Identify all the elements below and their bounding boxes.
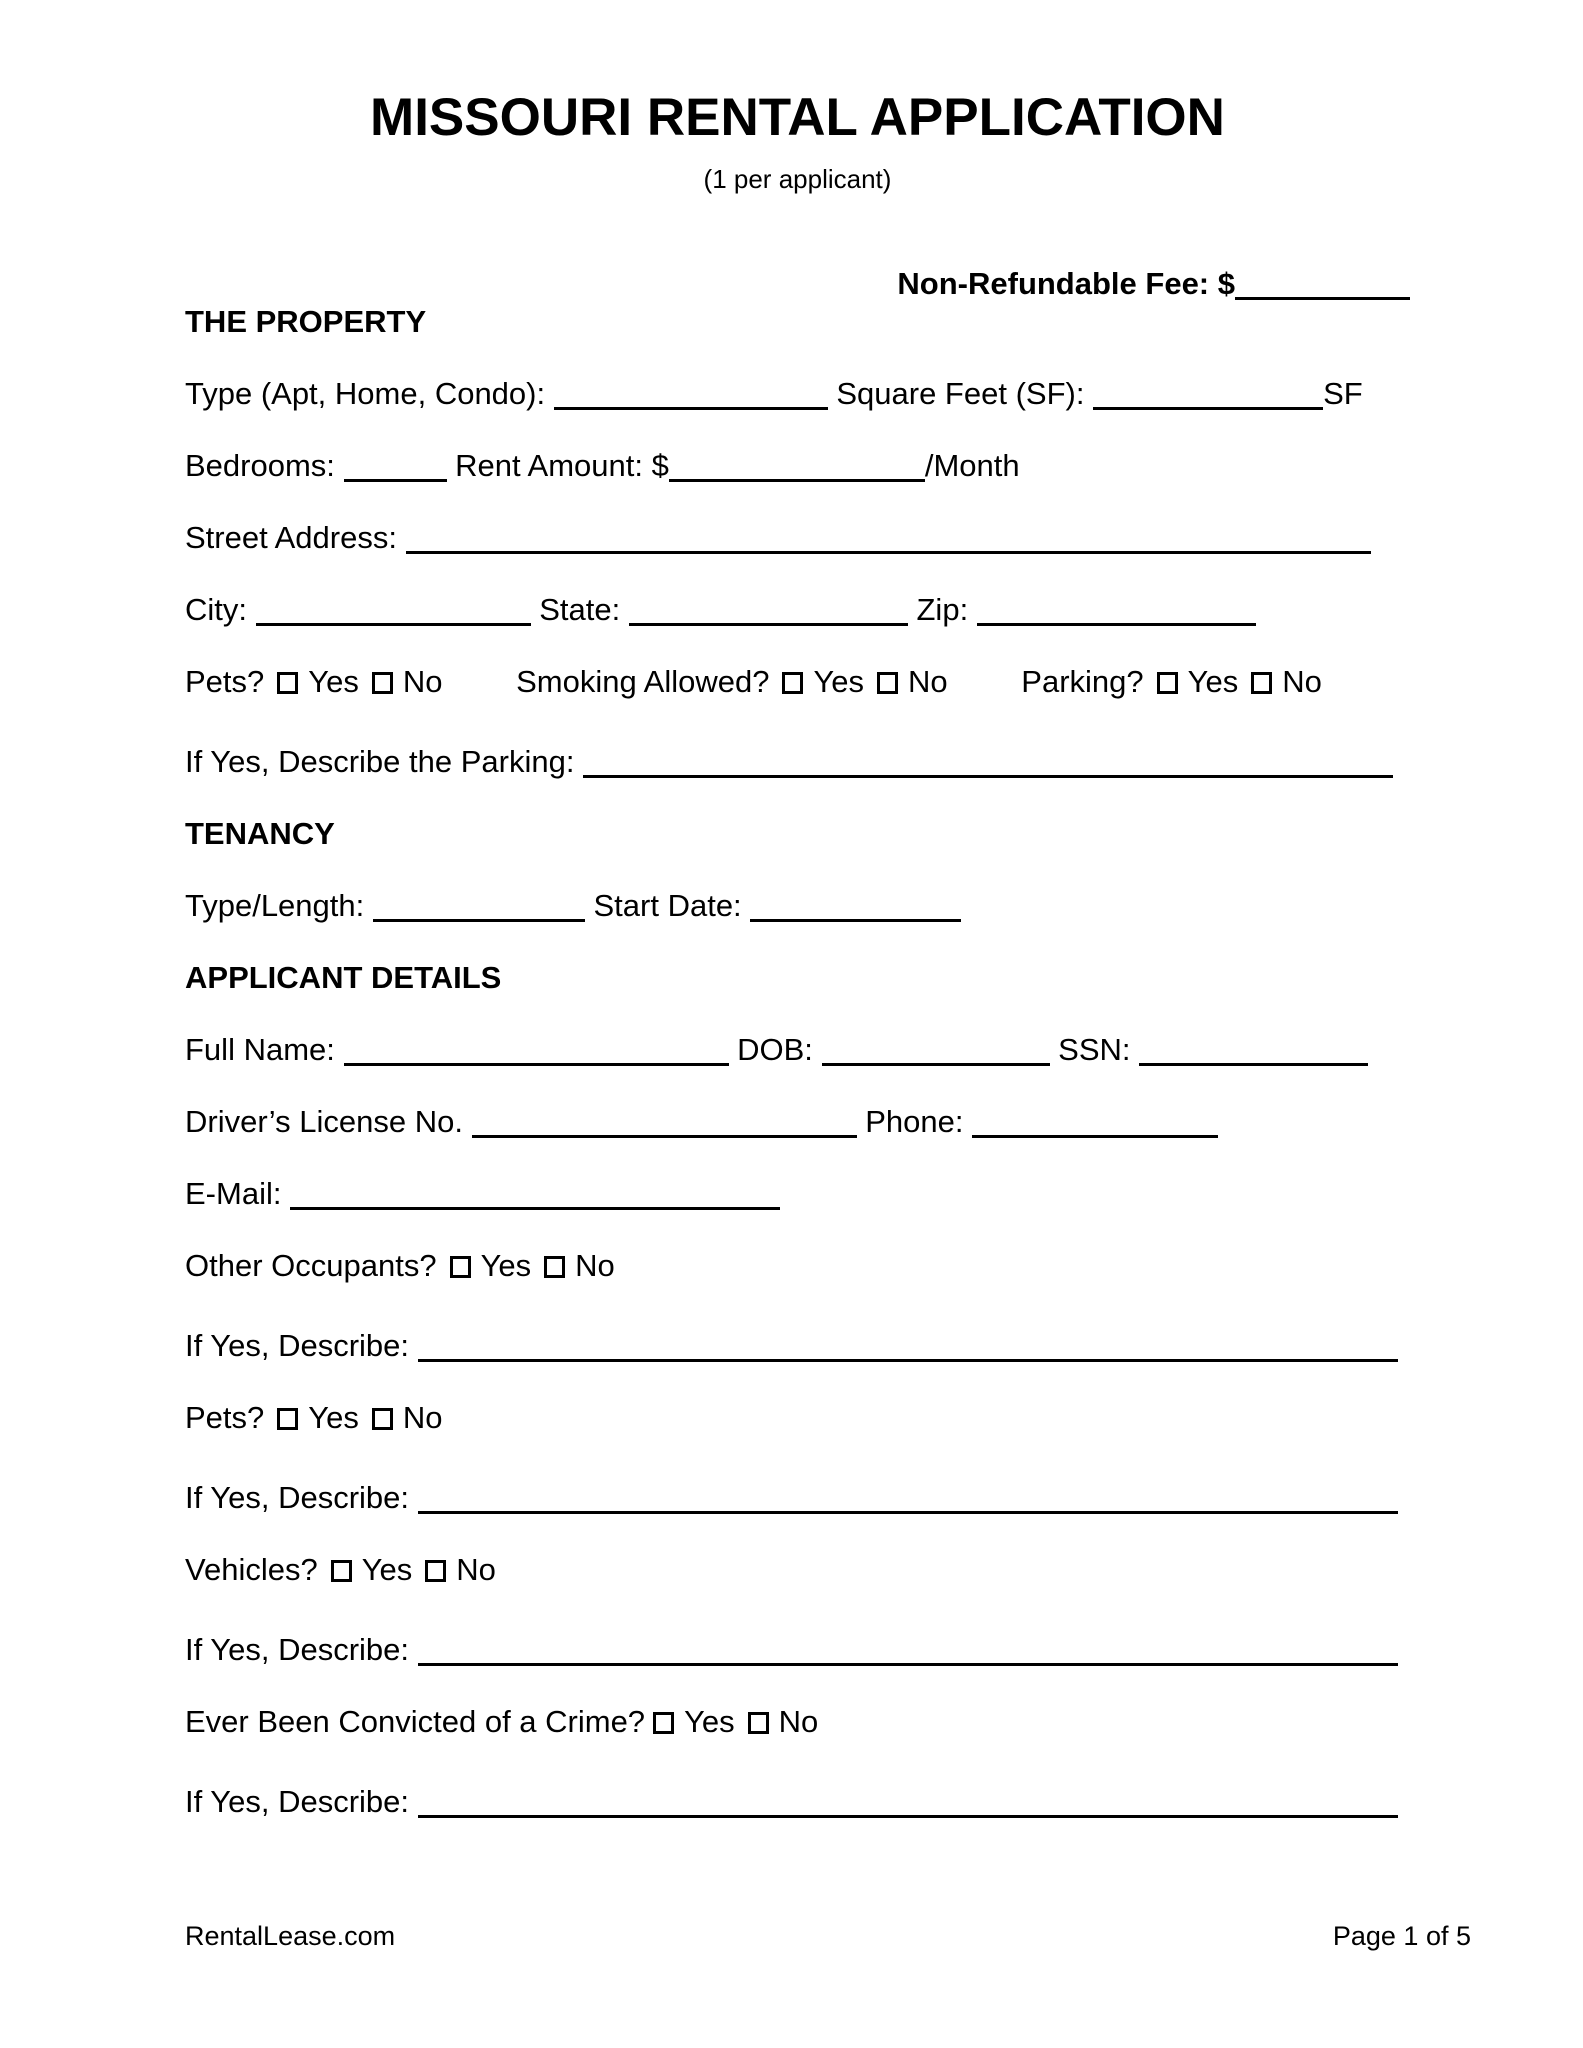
vehicles-describe-label: If Yes, Describe:	[185, 1632, 410, 1667]
occupants-no-label: No	[575, 1248, 615, 1283]
name-dob-ssn-row	[185, 1031, 1410, 1069]
section-heading-property: THE PROPERTY	[185, 304, 427, 339]
sqft-label: Square Feet (SF):	[836, 376, 1085, 411]
applicant-pets-yes-label: Yes	[308, 1400, 359, 1435]
pets-smoking-parking-row	[185, 663, 1410, 701]
occupants-yes-checkbox[interactable]	[450, 1256, 471, 1278]
zip-field[interactable]	[977, 614, 1256, 626]
vehicles-row	[185, 1551, 1410, 1589]
zip-label: Zip:	[916, 592, 969, 627]
crime-no-label: No	[778, 1704, 819, 1739]
pets-no-checkbox[interactable]	[372, 672, 393, 694]
bedrooms-field[interactable]	[344, 470, 447, 482]
tenancy-row	[185, 887, 1410, 925]
section-heading-tenancy: TENANCY	[185, 816, 335, 851]
pets-yes-checkbox[interactable]	[277, 672, 298, 694]
crime-yes-checkbox[interactable]	[653, 1712, 674, 1734]
parking-describe-row	[185, 743, 1410, 781]
fee-field[interactable]	[1235, 288, 1410, 300]
pets-describe-label: If Yes, Describe:	[185, 1480, 410, 1515]
state-field[interactable]	[629, 614, 908, 626]
parking-label: Parking?	[1021, 664, 1144, 699]
crime-describe-row	[185, 1783, 1410, 1821]
type-field[interactable]	[554, 398, 828, 410]
fee-label: Non-Refundable Fee: $	[897, 266, 1235, 301]
full-name-label: Full Name:	[185, 1032, 335, 1067]
parking-no-checkbox[interactable]	[1251, 672, 1272, 694]
type-sqft-row	[185, 375, 1410, 413]
parking-question	[1021, 664, 1322, 699]
occupants-describe-field[interactable]	[418, 1350, 1398, 1362]
street-field[interactable]	[406, 542, 1371, 554]
rent-suffix: /Month	[924, 448, 1020, 483]
crime-describe-field[interactable]	[418, 1806, 1398, 1818]
parking-describe-field[interactable]	[583, 766, 1393, 778]
ssn-label: SSN:	[1058, 1032, 1131, 1067]
vehicles-label: Vehicles?	[185, 1552, 318, 1587]
bedrooms-rent-row	[185, 447, 1410, 485]
vehicles-no-checkbox[interactable]	[425, 1560, 446, 1582]
type-length-label: Type/Length:	[185, 888, 365, 923]
license-label: Driver’s License No.	[185, 1104, 463, 1139]
city-field[interactable]	[256, 614, 531, 626]
full-name-field[interactable]	[344, 1054, 729, 1066]
email-label: E-Mail:	[185, 1176, 282, 1211]
applicant-pets-yes-checkbox[interactable]	[277, 1408, 298, 1430]
pets-describe-row	[185, 1479, 1410, 1517]
footer-page-number: Page 1 of 5	[1332, 1921, 1471, 1951]
parking-no-label: No	[1282, 664, 1322, 699]
smoking-yes-label: Yes	[813, 664, 865, 699]
applicant-pets-no-label: No	[402, 1400, 443, 1435]
parking-yes-checkbox[interactable]	[1157, 672, 1178, 694]
section-heading-applicant: APPLICANT DETAILS	[185, 960, 502, 995]
pets-no-label: No	[402, 664, 443, 699]
ssn-field[interactable]	[1139, 1054, 1368, 1066]
bedrooms-label: Bedrooms:	[185, 448, 335, 483]
parking-describe-label: If Yes, Describe the Parking:	[185, 744, 575, 779]
phone-label: Phone:	[865, 1104, 964, 1139]
fee-line	[185, 265, 1410, 303]
sqft-field[interactable]	[1093, 398, 1323, 410]
page-subtitle: (1 per applicant)	[703, 164, 892, 194]
sqft-suffix: SF	[1323, 376, 1363, 411]
smoking-yes-checkbox[interactable]	[782, 672, 803, 694]
footer-site: RentalLease.com	[185, 1921, 396, 1951]
phone-field[interactable]	[972, 1126, 1218, 1138]
pets-yes-label: Yes	[308, 664, 359, 699]
page-title: MISSOURI RENTAL APPLICATION	[370, 88, 1225, 147]
start-date-label: Start Date:	[593, 888, 742, 923]
occupants-no-checkbox[interactable]	[544, 1256, 565, 1278]
email-row	[185, 1175, 1410, 1213]
smoking-no-checkbox[interactable]	[877, 672, 898, 694]
pets-label: Pets?	[185, 664, 265, 699]
pets-describe-field[interactable]	[418, 1502, 1398, 1514]
crime-no-checkbox[interactable]	[748, 1712, 769, 1734]
crime-describe-label: If Yes, Describe:	[185, 1784, 410, 1819]
vehicles-yes-checkbox[interactable]	[331, 1560, 352, 1582]
street-address-row	[185, 519, 1410, 557]
street-label: Street Address:	[185, 520, 397, 555]
occupants-describe-row	[185, 1327, 1410, 1365]
type-label: Type (Apt, Home, Condo):	[185, 376, 546, 411]
rent-label: Rent Amount: $	[455, 448, 669, 483]
vehicles-yes-label: Yes	[361, 1552, 413, 1587]
crime-row	[185, 1703, 1410, 1741]
page-footer	[0, 1920, 1583, 1952]
license-phone-row	[185, 1103, 1410, 1141]
state-label: State:	[539, 592, 621, 627]
occupants-describe-label: If Yes, Describe:	[185, 1328, 410, 1363]
applicant-pets-label: Pets?	[185, 1400, 265, 1435]
vehicles-describe-row	[185, 1631, 1410, 1669]
type-length-field[interactable]	[373, 910, 585, 922]
crime-yes-label: Yes	[684, 1704, 735, 1739]
occupants-yes-label: Yes	[480, 1248, 532, 1283]
smoking-label: Smoking Allowed?	[516, 664, 770, 699]
vehicles-describe-field[interactable]	[418, 1654, 1398, 1666]
smoking-no-label: No	[908, 664, 948, 699]
smoking-question	[516, 664, 948, 699]
city-state-zip-row	[185, 591, 1410, 629]
pets-question	[185, 664, 443, 699]
dob-label: DOB:	[737, 1032, 813, 1067]
vehicles-no-label: No	[456, 1552, 496, 1587]
applicant-pets-row	[185, 1399, 1410, 1437]
occupants-row	[185, 1247, 1410, 1285]
dob-field[interactable]	[822, 1054, 1050, 1066]
crime-label: Ever Been Convicted of a Crime?	[185, 1704, 646, 1739]
city-label: City:	[185, 592, 247, 627]
email-field[interactable]	[290, 1198, 780, 1210]
occupants-label: Other Occupants?	[185, 1248, 437, 1283]
rent-field[interactable]	[669, 470, 925, 482]
applicant-pets-no-checkbox[interactable]	[372, 1408, 393, 1430]
license-field[interactable]	[472, 1126, 857, 1138]
start-date-field[interactable]	[750, 910, 961, 922]
parking-yes-label: Yes	[1187, 664, 1239, 699]
